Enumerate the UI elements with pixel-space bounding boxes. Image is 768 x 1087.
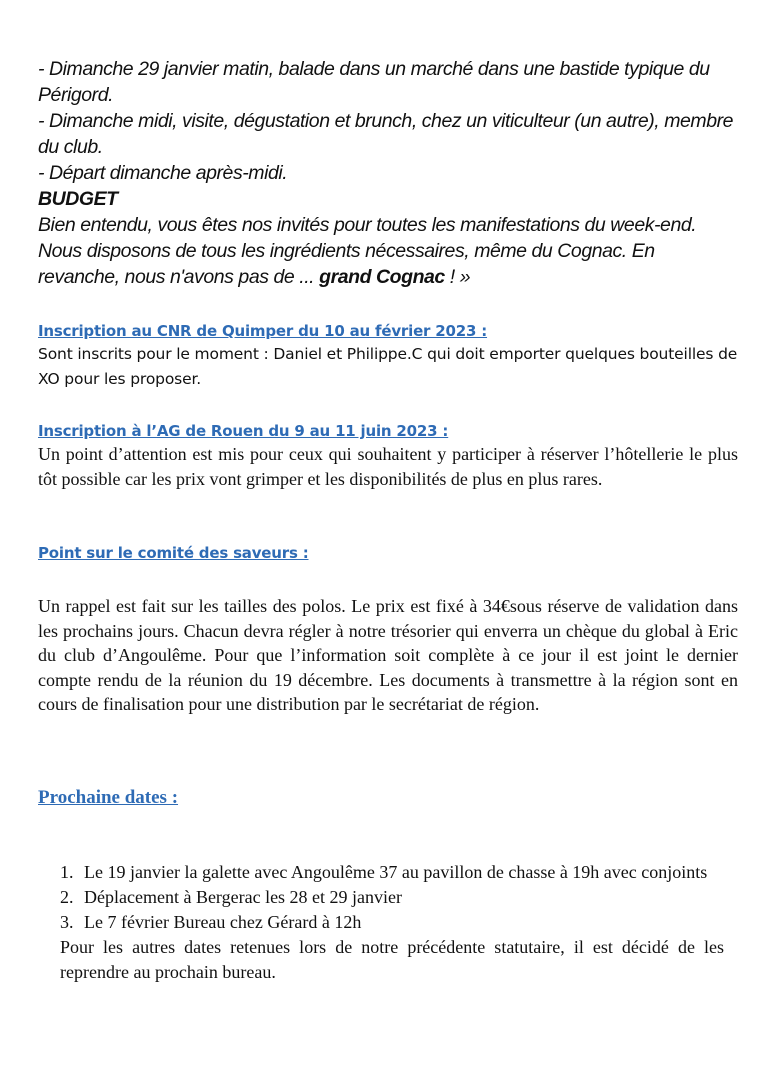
ag-text: Un point d’attention est mis pour ceux qui souhaitent y participer à réserver l’hôtellerie le plus tôt possible car les prix vont grimper et les disponibilités de plus en plus rares. <box>38 444 738 489</box>
list-number: 2. <box>60 887 74 907</box>
list-item <box>38 885 724 910</box>
dates-section <box>38 860 724 984</box>
budget-text <box>38 212 738 290</box>
list-number: 1. <box>60 862 74 882</box>
program-section <box>38 56 738 290</box>
cnr-text: Sont inscrits pour le moment : Daniel et Philippe.C qui doit emporter quelques bouteilles de XO pour les proposer. <box>38 345 738 388</box>
list-item-text: Le 7 février Bureau chez Gérard à 12h <box>84 912 362 932</box>
list-item-text: Déplacement à Bergerac les 28 et 29 janvier <box>84 887 403 907</box>
budget-text-main: Bien entendu, vous êtes nos invités pour toutes les manifestations du week-end. Nous disposons de tous les ingrédients nécessaires, même du Cognac. En revanche, nous n'avons pas de ... <box>38 214 697 288</box>
program-line: - Dimanche 29 janvier matin, balade dans un marché dans une bastide typique du Périgord. <box>38 58 710 106</box>
program-line: - Dimanche midi, visite, dégustation et brunch, chez un viticulteur (un autre), membre du club. <box>38 110 734 158</box>
budget-title: BUDGET <box>38 188 118 210</box>
list-item <box>38 860 724 885</box>
cnr-heading: Inscription au CNR de Quimper du 10 au février 2023 : <box>38 322 488 340</box>
dates-list <box>38 860 724 935</box>
list-item <box>38 910 724 935</box>
dates-heading-block <box>38 787 738 809</box>
program-line: - Départ dimanche après-midi. <box>38 162 288 184</box>
budget-end: ! » <box>449 266 471 288</box>
cnr-section <box>38 320 738 392</box>
saveurs-heading: Point sur le comité des saveurs : <box>38 544 309 562</box>
ag-section <box>38 420 738 491</box>
ag-heading: Inscription à l’AG de Rouen du 9 au 11 juin 2023 : <box>38 422 449 440</box>
saveurs-text: Un rappel est fait sur les tailles des polos. Le prix est fixé à 34€sous réserve de validation dans les prochains jours. Chacun devra régler à notre trésorier qui enverra un chèque du global à Eric du club d’Angoulême. Pour que l’information soit complète à ce jour il est joint le dernier compte rendu de la réunion du 19 décembre. Les documents à transmettre à la région sont en cours de finalisation pour une distribution par le secrétariat de région. <box>38 596 738 714</box>
dates-footer: Pour les autres dates retenues lors de notre précédente statutaire, il est décidé de les reprendre au prochain bureau. <box>60 937 724 982</box>
list-number: 3. <box>60 912 74 932</box>
saveurs-heading-block <box>38 542 738 564</box>
dates-heading: Prochaine dates : <box>38 787 179 808</box>
saveurs-section <box>38 594 738 717</box>
budget-bold: grand Cognac <box>319 266 445 288</box>
list-item-text: Le 19 janvier la galette avec Angoulême 37 au pavillon de chasse à 19h avec conjoints <box>84 862 708 882</box>
